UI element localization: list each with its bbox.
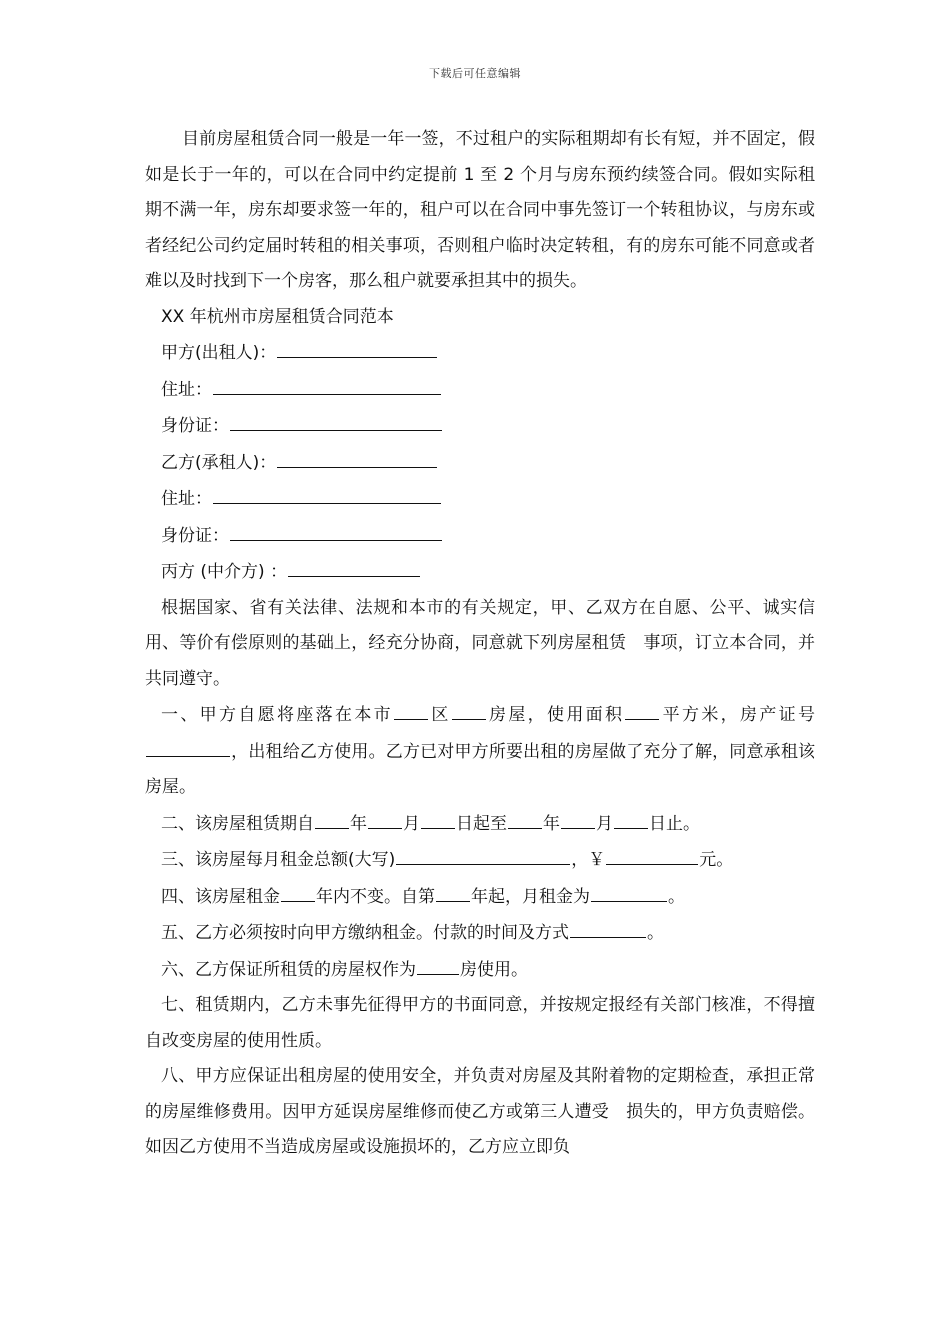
clause-3-text-b: ，￥ <box>571 850 606 870</box>
party-a-line <box>145 335 815 372</box>
party-c-blank[interactable] <box>288 554 420 577</box>
clause-7: 七、租赁期内，乙方未事先征得甲方的书面同意，并按规定报经有关部门核准，不得擅自改变房屋的使用性质。 <box>145 995 815 1051</box>
end-month-blank[interactable] <box>561 806 595 829</box>
clause-3 <box>145 842 815 879</box>
id-a-line <box>145 408 815 445</box>
clause-1-text-a: 一、甲方自愿将座落在本市 <box>161 705 393 725</box>
start-day-blank[interactable] <box>421 806 455 829</box>
clause-1-text-c: 房屋，使用面积 <box>486 705 625 725</box>
page-header: 下载后可任意编辑 <box>429 67 521 80</box>
usage-blank[interactable] <box>417 952 459 975</box>
clause-4-text-c: 年起，月租金为 <box>471 886 590 907</box>
clause-2-text-b: 年 <box>350 813 367 834</box>
end-day-blank[interactable] <box>614 806 648 829</box>
clause-2-text-a: 二、该房屋租赁期自 <box>161 813 314 834</box>
clause-6 <box>145 952 815 989</box>
clause-2-text-d: 日起至 <box>456 813 507 834</box>
house-blank[interactable] <box>452 697 486 720</box>
monthly-rent-blank[interactable] <box>591 879 667 902</box>
id-b-blank[interactable] <box>230 518 442 541</box>
id-b-label: 身份证： <box>161 525 229 546</box>
clause-2-text-c: 月 <box>403 813 420 834</box>
clause-2-text-g: 日止。 <box>649 813 700 834</box>
id-a-blank[interactable] <box>230 408 442 431</box>
rent-amount-blank[interactable] <box>606 842 698 865</box>
end-year-blank[interactable] <box>508 806 542 829</box>
party-b-line <box>145 445 815 482</box>
address-a-label: 住址： <box>161 379 212 400</box>
contract-document <box>145 122 815 1166</box>
clause-1 <box>145 697 815 806</box>
start-year-blank[interactable] <box>315 806 349 829</box>
clause-6-text-a: 六、乙方保证所租赁的房屋权作为 <box>161 959 416 980</box>
clause-2-text-e: 年 <box>543 813 560 834</box>
clause-1-text-b: 区 <box>429 705 451 725</box>
party-a-blank[interactable] <box>277 335 437 358</box>
party-b-blank[interactable] <box>277 445 437 468</box>
clause-5 <box>145 915 815 952</box>
start-month-blank[interactable] <box>368 806 402 829</box>
contract-title: XX 年杭州市房屋租赁合同范本 <box>161 306 394 327</box>
clause-4-text-b: 年内不变。自第 <box>316 886 435 907</box>
certificate-blank[interactable] <box>146 734 230 757</box>
clause-3-text-c: 元。 <box>699 850 734 870</box>
rent-words-blank[interactable] <box>396 842 570 865</box>
clause-1-text-e: ，出租给乙方使用。乙方已对甲方所要出租的房屋做了充分了解，同意承租该房屋。 <box>145 741 815 797</box>
clause-5-text-a: 五、乙方必须按时向甲方缴纳租金。付款的时间及方式 <box>161 923 569 943</box>
clause-8: 八、甲方应保证出租房屋的使用安全，并负责对房屋及其附着物的定期检查，承担正常的房屋维修费用。因甲方延误房屋维修而使乙方或第三人遭受 损失的，甲方负责赔偿。如因乙方使用不当造成房屋或设施损坏的，乙方应立即负 <box>145 1066 815 1157</box>
address-a-line <box>145 372 815 409</box>
clause-4-text-a: 四、该房屋租金 <box>161 886 280 907</box>
party-c-label: 丙方 (中介方) ： <box>161 562 288 582</box>
address-b-label: 住址： <box>161 489 212 509</box>
preamble-paragraph: 根据国家、省有关法律、法规和本市的有关规定，甲、乙双方在自愿、公平、诚实信用、等价有偿原则的基础上，经充分协商，同意就下列房屋租赁 事项，订立本合同，并共同遵守。 <box>145 597 815 689</box>
address-a-blank[interactable] <box>213 372 441 395</box>
address-b-line <box>145 481 815 518</box>
district-blank[interactable] <box>394 697 428 720</box>
party-a-label: 甲方(出租人)： <box>161 343 277 363</box>
clause-2-text-f: 月 <box>596 813 613 834</box>
id-a-label: 身份证： <box>161 416 229 436</box>
payment-method-blank[interactable] <box>570 915 646 938</box>
address-b-blank[interactable] <box>213 481 441 504</box>
area-blank[interactable] <box>625 697 659 720</box>
intro-paragraph: 目前房屋租赁合同一般是一年一签，不过租户的实际租期却有长有短，并不固定，假如是长于一年的，可以在合同中约定提前 1 至 2 个月与房东预约续签合同。假如实际租期不满一年，房东却要求签一年的，租户可以在合同中事先签订一个转租协议，与房东或者经纪公司约定届时转租的相关事项，否则租户临时决定转租，有的房东可能不同意或者难以及时找到下一个房客，那么租户就要承担其中的损失。 <box>145 129 815 291</box>
fixed-years-blank[interactable] <box>281 879 315 902</box>
clause-2 <box>145 806 815 843</box>
clause-1-text-d: 平方米，房产证号 <box>660 705 816 725</box>
clause-4-text-d: 。 <box>668 886 685 907</box>
clause-6-text-b: 房使用。 <box>460 959 528 980</box>
clause-4 <box>145 879 815 916</box>
id-b-line <box>145 518 815 555</box>
from-year-blank[interactable] <box>436 879 470 902</box>
party-c-line <box>145 554 815 591</box>
party-b-label: 乙方(承租人)： <box>161 452 277 473</box>
clause-3-text-a: 三、该房屋每月租金总额(大写) <box>161 850 396 870</box>
clause-5-text-b: 。 <box>647 923 664 943</box>
